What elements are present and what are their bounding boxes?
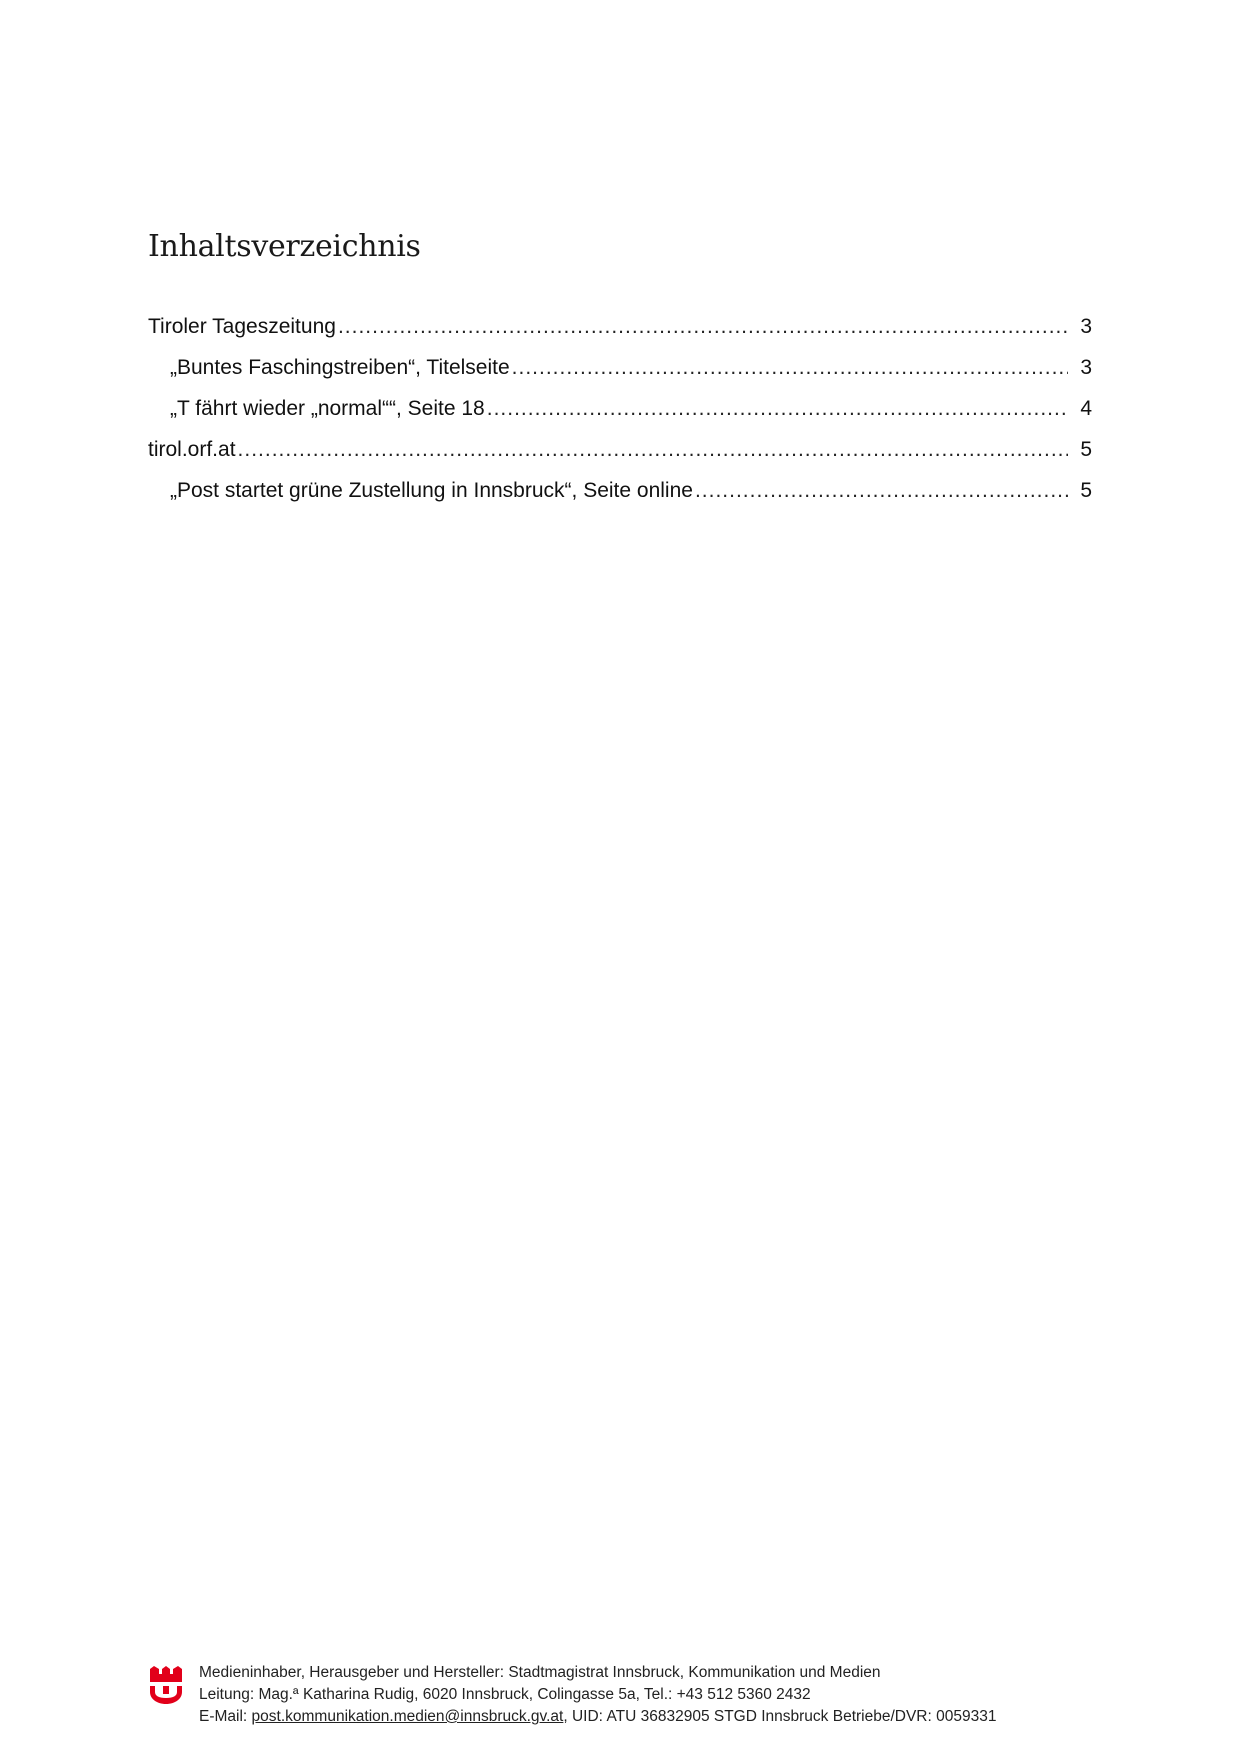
toc-entry-buntes-faschingstreiben[interactable] bbox=[148, 347, 1092, 388]
innsbruck-city-logo-icon bbox=[150, 1666, 182, 1704]
toc-entry-tiroler-tageszeitung[interactable] bbox=[148, 306, 1092, 347]
toc-entry-t-faehrt-wieder-normal[interactable] bbox=[148, 388, 1092, 429]
toc-entry-post-gruene-zustellung[interactable] bbox=[148, 470, 1092, 511]
toc-page-number: 3 bbox=[1080, 315, 1092, 338]
toc-page-number: 4 bbox=[1080, 397, 1092, 420]
toc-dot-leader bbox=[338, 306, 1068, 347]
toc-dot-leader bbox=[487, 388, 1068, 429]
imprint-ids: , UID: ATU 36832905 STGD Innsbruck Betriebe/DVR: 0059331 bbox=[563, 1708, 997, 1725]
toc-dot-leader bbox=[695, 470, 1068, 511]
toc-dot-leader bbox=[512, 347, 1068, 388]
toc-entry-text: Tiroler Tageszeitung bbox=[148, 315, 336, 338]
toc-list bbox=[148, 306, 1092, 511]
toc-entry-text: „Buntes Faschingstreiben“, Titelseite bbox=[170, 356, 510, 379]
imprint bbox=[199, 1662, 996, 1728]
toc-page-number: 5 bbox=[1080, 479, 1092, 502]
imprint-email-link[interactable]: post.kommunikation.medien@innsbruck.gv.at bbox=[251, 1708, 564, 1725]
toc-entry-text: tirol.orf.at bbox=[148, 438, 236, 461]
toc-page-number: 3 bbox=[1080, 356, 1092, 379]
logo-shape bbox=[150, 1666, 182, 1704]
imprint-publisher-line: Medieninhaber, Herausgeber und Hersteller: Stadtmagistrat Innsbruck, Kommunikation und Medien bbox=[199, 1664, 881, 1681]
imprint-management-line: Leitung: Mag.ª Katharina Rudig, 6020 Innsbruck, Colingasse 5a, Tel.: +43 512 5360 2432 bbox=[199, 1686, 811, 1703]
page-footer bbox=[150, 1662, 1090, 1732]
toc-entry-text: „T fährt wieder „normal““, Seite 18 bbox=[170, 397, 485, 420]
toc-page-number: 5 bbox=[1080, 438, 1092, 461]
toc-entry-tirol-orf-at[interactable] bbox=[148, 429, 1092, 470]
imprint-email-label: E-Mail: bbox=[199, 1708, 252, 1725]
toc-entry-text: „Post startet grüne Zustellung in Innsbruck“, Seite online bbox=[170, 479, 693, 502]
toc-title: Inhaltsverzeichnis bbox=[148, 229, 421, 264]
imprint-contact-line bbox=[199, 1706, 996, 1728]
toc-dot-leader bbox=[238, 429, 1068, 470]
